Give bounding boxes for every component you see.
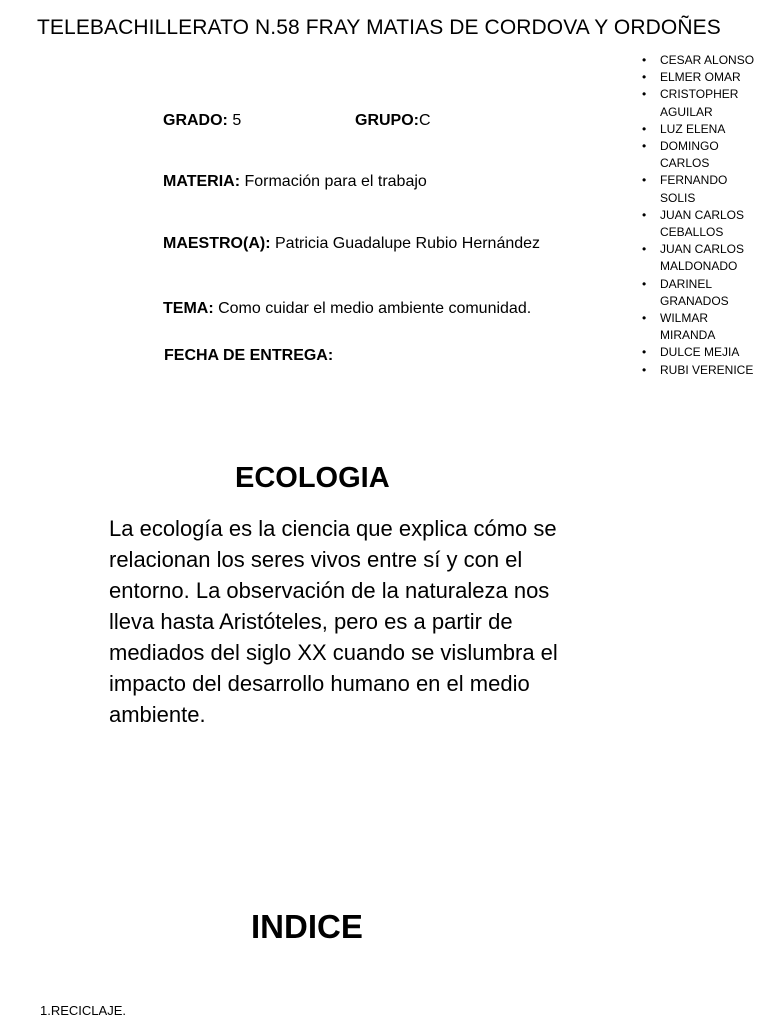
materia-line — [163, 173, 427, 191]
tema-value: Como cuidar el medio ambiente comunidad. — [213, 300, 532, 317]
maestro-line — [163, 235, 540, 253]
member-item: • ELMER OMAR — [641, 69, 763, 86]
member-item: • DOMINGO CARLOS — [641, 138, 763, 172]
ecologia-heading: ECOLOGIA — [235, 462, 390, 494]
fecha-line — [164, 347, 333, 365]
tema-label: TEMA: — [163, 300, 214, 317]
grupo-line — [355, 112, 431, 130]
grado-line — [163, 112, 241, 130]
member-item: • RUBI VERENICE — [641, 362, 763, 379]
ecologia-paragraph: La ecología es la ciencia que explica cómo se relacionan los seres vivos entre sí y con el entorno. La observación de la naturaleza nos lleva hasta Aristóteles, pero es a partir de mediados del siglo XX cuando se vislumbra el impacto del desarrollo humano en el medio ambiente. — [109, 516, 558, 727]
school-title: TELEBACHILLERATO N.58 FRAY MATIAS DE CORDOVA Y ORDOÑES — [37, 16, 721, 39]
grado-value: 5 — [227, 112, 242, 129]
index-item: 1.RECICLAJE. — [40, 1003, 126, 1018]
materia-value: Formación para el trabajo — [240, 173, 427, 190]
member-item: • JUAN CARLOS CEBALLOS — [641, 207, 763, 241]
grupo-label: GRUPO: — [355, 112, 419, 129]
member-item: • FERNANDO SOLIS — [641, 172, 763, 206]
grupo-value: C — [419, 112, 431, 129]
member-item: • DARINEL GRANADOS — [641, 276, 763, 310]
grado-label: GRADO: — [163, 112, 228, 129]
indice-heading: INDICE — [251, 908, 363, 945]
fecha-label: FECHA DE ENTREGA: — [164, 347, 334, 364]
member-item: • CRISTOPHER AGUILAR — [641, 86, 763, 120]
members-list — [641, 52, 763, 379]
materia-label: MATERIA: — [163, 173, 241, 190]
maestro-value: Patricia Guadalupe Rubio Hernández — [270, 235, 541, 252]
member-item: • DULCE MEJIA — [641, 344, 763, 361]
tema-line — [163, 300, 531, 318]
member-item: • WILMAR MIRANDA — [641, 310, 763, 344]
maestro-label: MAESTRO(A): — [163, 235, 271, 252]
member-item: • JUAN CARLOS MALDONADO — [641, 241, 763, 275]
member-item: • LUZ ELENA — [641, 121, 763, 138]
member-item: • CESAR ALONSO — [641, 52, 763, 69]
